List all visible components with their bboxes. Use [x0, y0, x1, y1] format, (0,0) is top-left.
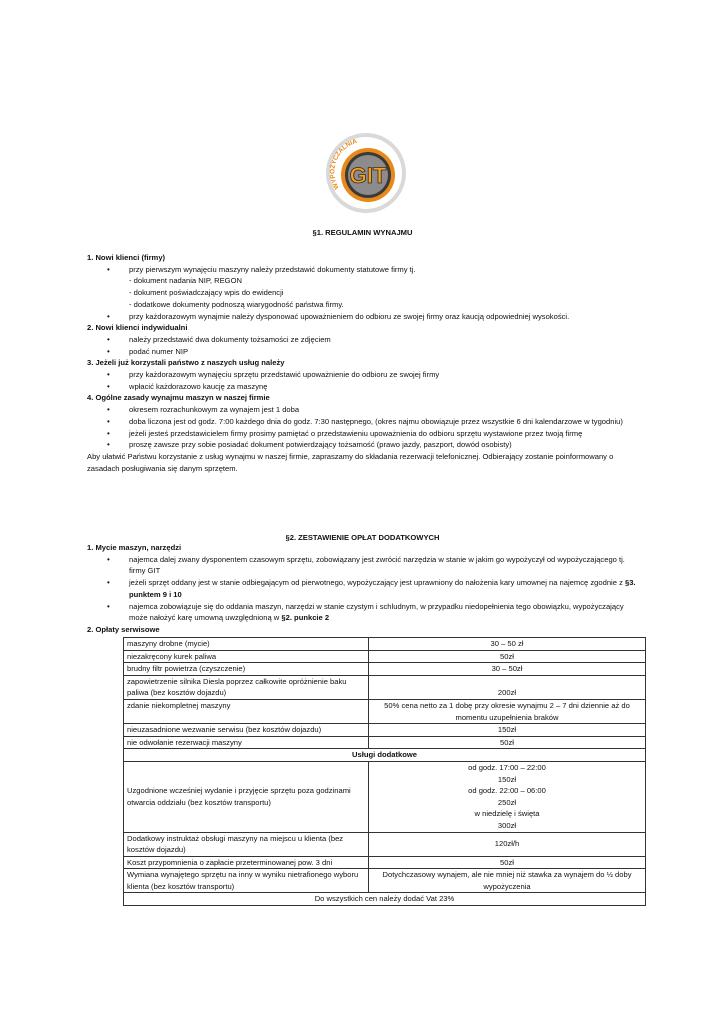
list-item: • przy każdorazowym wynajęciu sprzętu przedstawić upoważnienie do odbioru ze swojej firmy — [129, 369, 643, 381]
list-item: • przy pierwszym wynajęciu maszyny należy przedstawić dokumenty statutowe firmy tj. - dokument nadania NIP, REGON - dokument poświadczający wpis do ewidencji - dodatkowe dokumenty podnoszą wiarygodność państwa firmy. — [129, 264, 643, 311]
list-item: • okresem rozrachunkowym za wynajem jest 1 doba — [129, 404, 643, 416]
section2-title: §2. ZESTAWIENIE OPŁAT DODATKOWYCH — [285, 533, 440, 542]
list-item: - dokument poświadczający wpis do ewidencji — [129, 288, 284, 298]
list-item: • jeżeli sprzęt oddany jest w stanie odbiegającym od pierwotnego, wypożyczający jest uprawniony do nałożenia kary umownej na najemcę zgodnie z §3. punktem 9 i 10 — [129, 577, 643, 600]
table-row: niezakręcony kurek paliwa 50zł — [124, 650, 646, 663]
table-row — [124, 749, 646, 762]
list-item: • przy każdorazowym wynajmie należy dysponować upoważnieniem do odbioru ze swojej firmy oraz kaucją odpowiedniej wysokości. — [129, 311, 643, 323]
table-row: Wymiana wynajętego sprzętu na inny w wyniku nietrafionego wyboru klienta (bez kosztów transportu) Dotychczasowy wynajem, ale nie mniej niż stawka za wynajem do ½ doby wypożyczenia — [124, 869, 646, 893]
group4-heading: 4. Ogólne zasady wynajmu maszyn w naszej firmie — [87, 393, 270, 403]
reference-link: §3. punktem 9 i 10 — [129, 578, 636, 599]
list-item: • należy przedstawić dwa dokumenty tożsamości ze zdjęciem — [129, 334, 643, 346]
group1-heading: 1. Nowi klienci (firmy) — [87, 253, 166, 262]
reference-link: §2. punkcie 2 — [281, 613, 330, 623]
dash-list — [129, 275, 643, 310]
logo-text: GIT — [349, 163, 387, 188]
list-item: • proszę zawsze przy sobie posiadać dokument potwierdzający tożsamość (prawo jazdy, paszport, dowód osobisty) — [129, 439, 643, 451]
section1-content — [87, 252, 643, 474]
table-row: brudny filtr powietrza (czyszczenie) 30 – 50zł — [124, 663, 646, 676]
section2-list — [87, 554, 643, 624]
group2-heading: 2. Nowi klienci indywidualni — [87, 323, 188, 333]
table-row: nie odwołanie rezerwacji maszyny 50zł — [124, 736, 646, 749]
list-item: • doba liczona jest od godz. 7:00 każdego dnia do godz. 7:30 następnego, (okres najmu obowiązuje przez wszystkie 6 dni kalendarzowe w tygodniu) — [129, 416, 643, 428]
closing-paragraph: Aby ułatwić Państwu korzystanie z usług wynajmu w naszej firmie, zapraszamy do składania rezerwacji telefonicznej. Odbierający zostanie poinformowany o zasadach posługiwania się danym sprzętem. — [87, 451, 614, 473]
extra-services-heading: Usługi dodatkowe — [124, 749, 646, 762]
list-item: • podać numer NIP — [129, 346, 643, 358]
section1-title: §1. REGULAMIN WYNAJMU — [312, 228, 413, 237]
section2-heading2: 2. Opłaty serwisowe — [87, 624, 160, 634]
table-row — [124, 893, 646, 906]
group1-list — [87, 264, 643, 323]
table-row: zapowietrzenie silnika Diesla poprzez całkowite opróżnienie baku paliwa (bez kosztów dojazdu) 200zł — [124, 675, 646, 699]
section2-content — [87, 542, 643, 636]
logo-arc-text: WYPOŻYCZALNIA — [329, 137, 359, 191]
group2-list — [87, 334, 643, 357]
list-item: • najemca dalej zwany dysponentem czasowym sprzętu, zobowiązany jest zwrócić narzędzia w stanie w jakim go wypożyczył od wypożyczającego tj. firmy GIT — [129, 554, 643, 577]
list-item: • jeżeli jesteś przedstawicielem firmy prosimy pamiętać o przedstawieniu upoważnienia do odbioru sprzętu wystawione przez twoją firmę — [129, 428, 643, 440]
table-row: maszyny drobne (mycie) 30 – 50 zł — [124, 638, 646, 651]
group3-list — [87, 369, 643, 392]
group3-heading: 3. Jeżeli już korzystali państwo z naszych usług należy — [87, 358, 285, 368]
list-item: • wpłacić każdorazowo kaucję za maszynę — [129, 381, 643, 393]
section2-heading1: 1. Mycie maszyn, narzędzi — [87, 543, 182, 552]
vat-note: Do wszystkich cen należy dodać Vat 23% — [124, 893, 646, 906]
git-logo — [325, 130, 407, 216]
table-row: Dodatkowy instruktaż obsługi maszyny na miejscu u klienta (bez kosztów dojazdu) 120zł/h — [124, 832, 646, 856]
group4-list — [87, 404, 643, 451]
fees-table — [123, 637, 646, 906]
table-row: nieuzasadnione wezwanie serwisu (bez kosztów dojazdu) 150zł — [124, 724, 646, 737]
list-item: - dokument nadania NIP, REGON — [129, 276, 242, 286]
list-item: - dodatkowe dokumenty podnoszą wiarygodność państwa firmy. — [129, 299, 344, 309]
table-row: Koszt przypomnienia o zapłacie przeterminowanej pow. 3 dni 50zł — [124, 856, 646, 869]
table-row: Uzgodnione wcześniej wydanie i przyjęcie sprzętu poza godzinami otwarcia oddziału (bez kosztów transportu) od godz. 17:00 – 22:00 150zł od godz. 22:00 – 06:00 250zł w niedzielę i święta 300zł — [124, 761, 646, 832]
table-row: zdanie niekompletnej maszyny 50% cena netto za 1 dobę przy okresie wynajmu 2 – 7 dni dziennie aż do momentu uzupełnienia braków — [124, 699, 646, 723]
list-item: • najemca zobowiązuje się do oddania maszyn, narzędzi w stanie czystym i schludnym, w przypadku niedopełnienia tego obowiązku, wypożyczający może nałożyć karę umowną uwzględnioną w §2. punkcie 2 — [129, 601, 643, 624]
